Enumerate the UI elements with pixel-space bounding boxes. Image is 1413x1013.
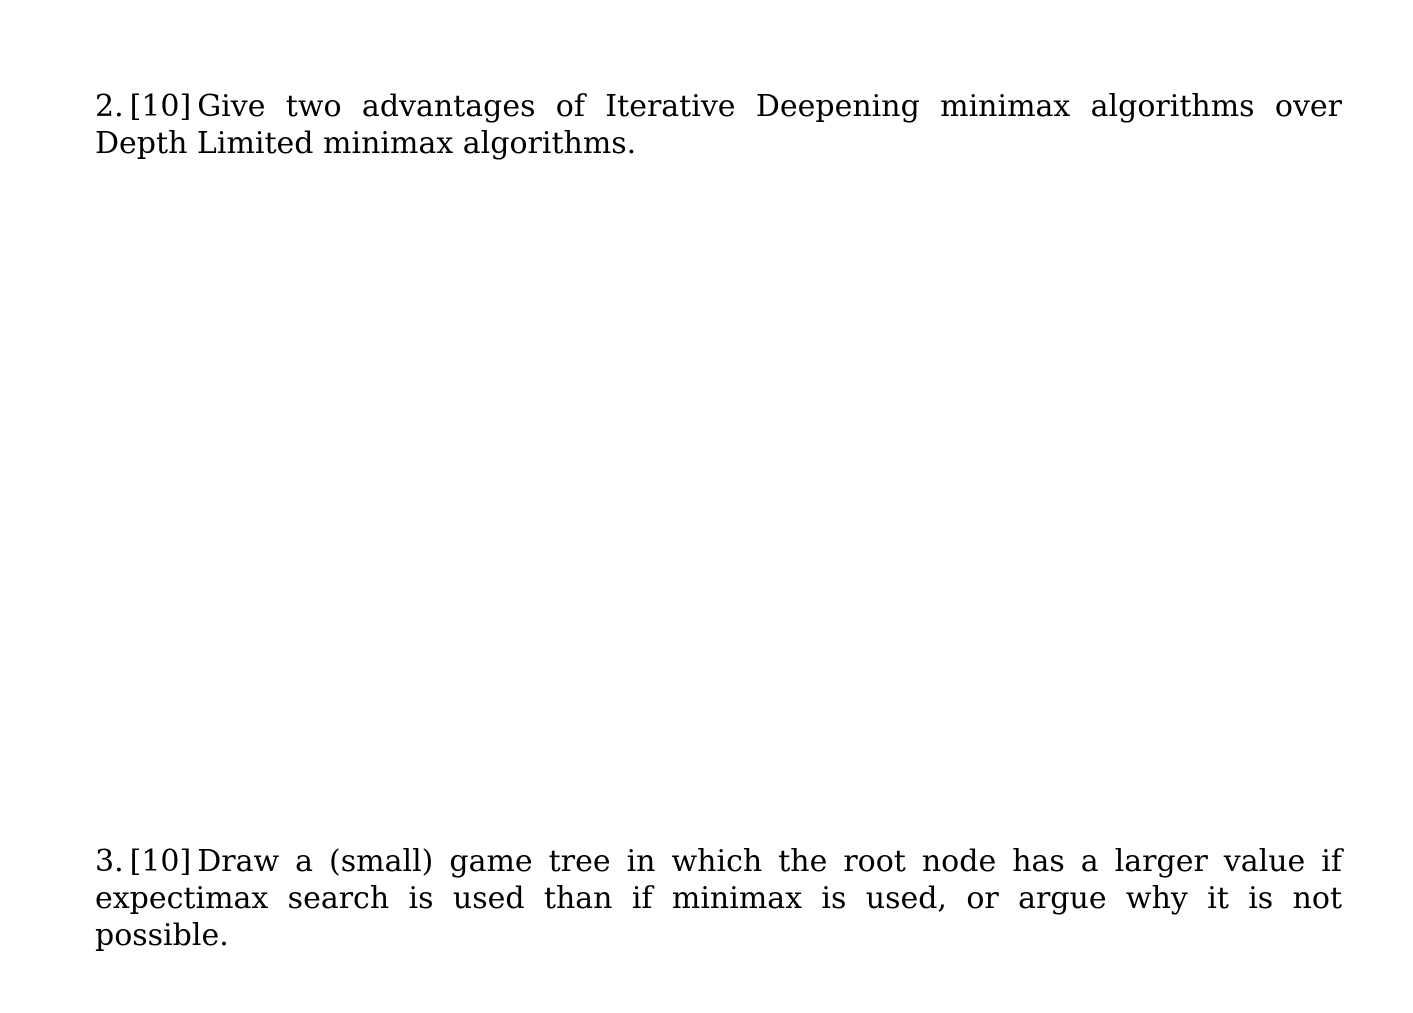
question-2 xyxy=(95,88,1342,162)
question-text: Draw a (small) game tree in which the root node has a larger value if expectimax search is used than if minimax is used, or argue why it is not possible. xyxy=(95,844,1342,953)
answer-space-question-2 xyxy=(95,170,1342,820)
answer-space-question-3 xyxy=(95,925,1342,1005)
question-text: Give two advantages of Iterative Deepening minimax algorithms over Depth Limited minimax algorithms. xyxy=(95,89,1342,161)
question-number: 2. xyxy=(95,89,124,124)
question-points: [10] xyxy=(129,89,192,124)
question-number: 3. xyxy=(95,844,124,879)
question-points: [10] xyxy=(129,844,192,879)
